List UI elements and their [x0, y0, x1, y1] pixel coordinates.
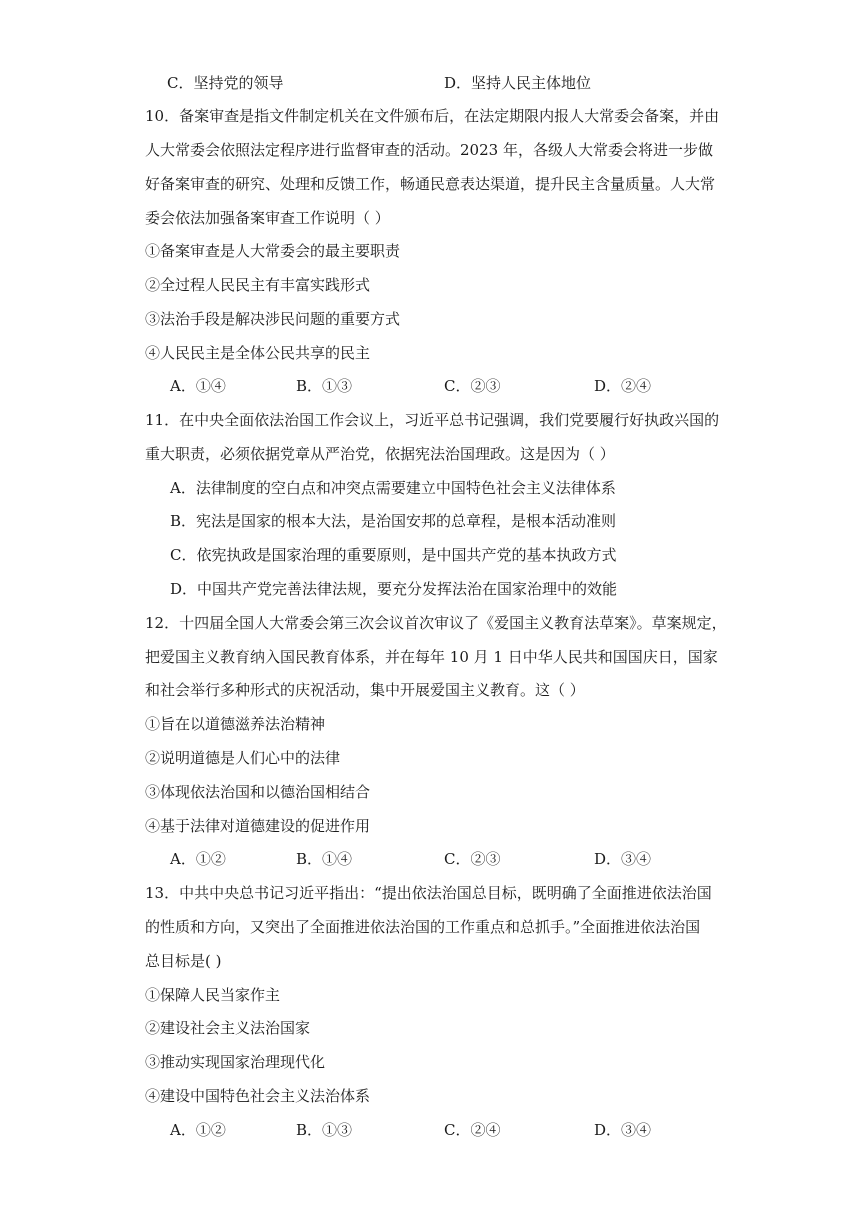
option-b[interactable]: B．①④ [296, 850, 353, 868]
option-a[interactable]: A．①② [170, 850, 226, 868]
question-text-line: 12．十四届全国人大常委会第三次会议首次审议了《爱国主义教育法草案》。草案规定， [145, 614, 727, 632]
statement-item: ②说明道德是人们心中的法律 [145, 749, 341, 767]
option-a[interactable]: A．法律制度的空白点和冲突点需要建立中国特色社会主义法律体系 [170, 479, 616, 497]
statement-item: ③推动实现国家治理现代化 [145, 1053, 326, 1071]
statement-item: ④建设中国特色社会主义法治体系 [145, 1087, 371, 1105]
question-text-line: 把爱国主义教育纳入国民教育体系，并在每年 10 月 1 日中华人民共和国国庆日，国家 [145, 648, 718, 666]
option-b[interactable]: B．宪法是国家的根本大法，是治国安邦的总章程，是根本活动准则 [170, 512, 617, 530]
option-c[interactable]: C．坚持党的领导 [167, 74, 284, 92]
question-text-line: 的性质和方向，又突出了全面推进依法治国的工作重点和总抓手。”全面推进依法治国 [145, 918, 701, 936]
option-c[interactable]: C．②③ [444, 377, 501, 395]
option-d[interactable]: D．③④ [594, 850, 652, 868]
question-text-line: 和社会举行多种形式的庆祝活动，集中开展爱国主义教育。这（ ） [145, 681, 585, 699]
option-d[interactable]: D．②④ [594, 377, 652, 395]
statement-item: ④人民民主是全体公民共享的民主 [145, 344, 371, 362]
statement-item: ①保障人民当家作主 [145, 986, 281, 1004]
statement-item: ①备案审查是人大常委会的最主要职责 [145, 242, 401, 260]
option-a[interactable]: A．①② [170, 1121, 226, 1139]
question-text-line: 总目标是( ) [145, 952, 222, 970]
statement-item: ③法治手段是解决涉民问题的重要方式 [145, 310, 401, 328]
question-text-line: 13．中共中央总书记习近平指出：“提出依法治国总目标，既明确了全面推进依法治国 [145, 884, 712, 902]
option-a[interactable]: A．①④ [170, 377, 226, 395]
question-text-line: 10．备案审查是指文件制定机关在文件颁布后，在法定期限内报人大常委会备案，并由 [145, 107, 720, 125]
statement-item: ①旨在以道德滋养法治精神 [145, 715, 326, 733]
option-c[interactable]: C．依宪执政是国家治理的重要原则，是中国共产党的基本执政方式 [170, 546, 617, 564]
option-d[interactable]: D．坚持人民主体地位 [444, 74, 592, 92]
statement-item: ④基于法律对道德建设的促进作用 [145, 817, 371, 835]
option-c[interactable]: C．②④ [444, 1121, 501, 1139]
question-text-line: 委会依法加强备案审查工作说明（ ） [145, 209, 390, 227]
option-c[interactable]: C．②③ [444, 850, 501, 868]
question-text-line: 好备案审查的研究、处理和反馈工作，畅通民意表达渠道，提升民主含量质量。人大常 [145, 175, 716, 193]
question-text-line: 人大常委会依照法定程序进行监督审查的活动。2023 年，各级人大常委会将进一步做 [145, 141, 713, 159]
option-d[interactable]: D．③④ [594, 1121, 652, 1139]
question-text-line: 11．在中央全面依法治国工作会议上，习近平总书记强调，我们党要履行好执政兴国的 [145, 411, 720, 429]
option-b[interactable]: B．①③ [296, 377, 353, 395]
option-d[interactable]: D．中国共产党完善法律法规，要充分发挥法治在国家治理中的效能 [170, 580, 618, 598]
statement-item: ②建设社会主义法治国家 [145, 1019, 311, 1037]
statement-item: ②全过程人民民主有丰富实践形式 [145, 276, 371, 294]
statement-item: ③体现依法治国和以德治国相结合 [145, 783, 371, 801]
option-b[interactable]: B．①③ [296, 1121, 353, 1139]
question-text-line: 重大职责，必须依据党章从严治党，依据宪法治国理政。这是因为（ ） [145, 445, 615, 463]
